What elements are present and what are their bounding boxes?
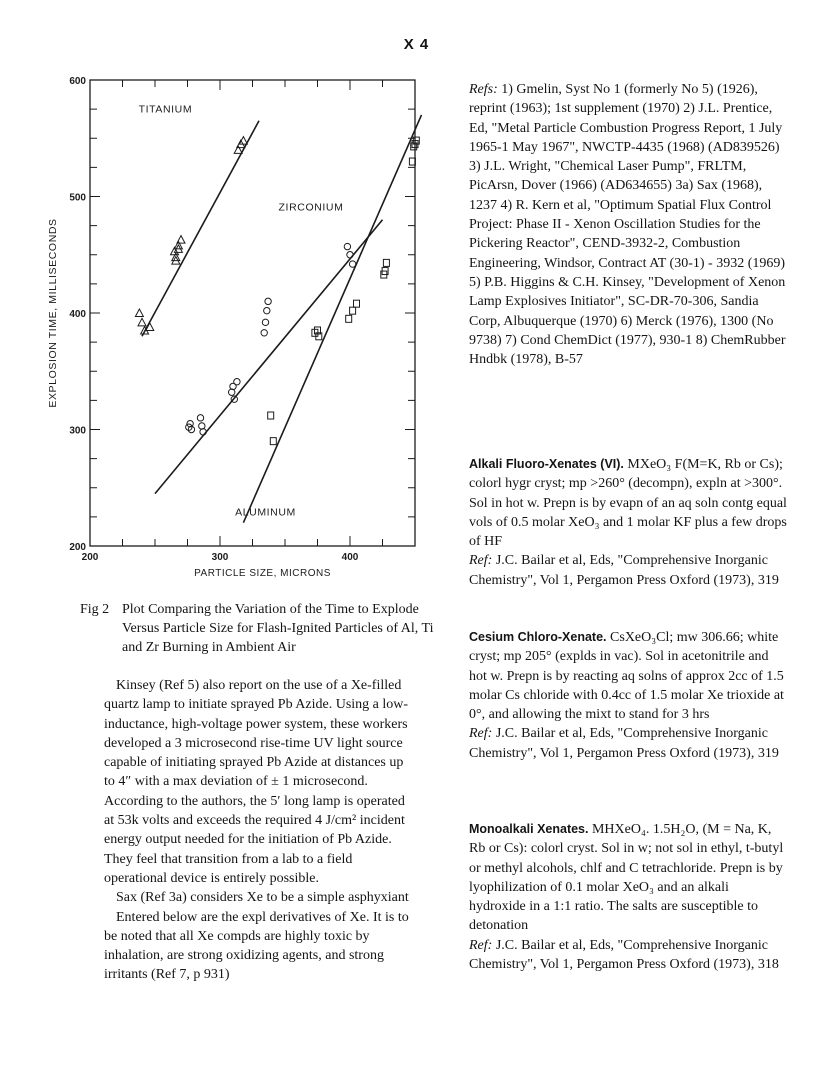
data-point-circle bbox=[229, 389, 235, 395]
data-point-circle bbox=[264, 307, 270, 313]
series-label: TITANIUM bbox=[138, 103, 193, 116]
x-axis-label: PARTICLE SIZE, MICRONS bbox=[194, 568, 331, 579]
data-point-triangle bbox=[135, 309, 143, 317]
data-point-square bbox=[354, 300, 360, 307]
data-point-circle bbox=[234, 379, 240, 385]
data-point-circle bbox=[262, 319, 268, 325]
entry-ref: J.C. Bailar et al, Eds, "Comprehensive Inorganic Chemistry", Vol 1, Pergamon Press Oxford (1973), 319 bbox=[469, 553, 779, 588]
y-tick-label: 400 bbox=[69, 309, 86, 320]
fit-line-zirconium bbox=[155, 220, 383, 494]
entry-body: MXeO₃ F(M=K, Rb or Cs); colorl hygr cryst; mp >260° (decompn), expln at >300°. Sol in hot w. Prepn is by evapn of an aq soln contg equal vols of 0.5 molar XeO₃ and 1 molar KF plus a few drops of HF bbox=[469, 457, 787, 550]
entry-ref: J.C. Bailar et al, Eds, "Comprehensive Inorganic Chemistry", Vol 1, Pergamon Press Oxford (1973), 319 bbox=[469, 726, 779, 761]
y-tick-label: 500 bbox=[69, 192, 86, 204]
fit-line-aluminum bbox=[243, 115, 421, 523]
entry-heading: Alkali Fluoro-Xenates (VI). bbox=[469, 457, 624, 471]
data-point-circle bbox=[197, 415, 203, 421]
entry-alkali-fluoro-xenates bbox=[469, 455, 789, 590]
plot-frame bbox=[90, 80, 415, 546]
data-point-square bbox=[270, 438, 276, 445]
entry-monoalkali-xenates bbox=[469, 820, 789, 974]
series-label: ALUMINUM bbox=[235, 506, 296, 519]
refs-label: Refs: bbox=[469, 82, 498, 97]
y-tick-label: 200 bbox=[69, 542, 86, 553]
figure-caption-text: Plot Comparing the Variation of the Time to Explode Versus Particle Size for Flash-Ignited Particles of Al, Ti and Zr Burning in Ambient Air bbox=[122, 602, 434, 655]
paragraph: Entered below are the expl derivatives of Xe. It is to be noted that all Xe compds are highly toxic by inhalation, are strong oxidizing agents, and strong irritants (Ref 7, p 931) bbox=[104, 909, 409, 983]
y-axis-label: EXPLOSION TIME, MILLISECONDS bbox=[47, 218, 59, 408]
entry-ref: J.C. Bailar et al, Eds, "Comprehensive Inorganic Chemistry", Vol 1, Pergamon Press Oxford (1973), 318 bbox=[469, 937, 779, 973]
data-point-circle bbox=[199, 423, 205, 429]
entry-ref-label: Ref: bbox=[469, 726, 493, 742]
x-tick-label: 200 bbox=[81, 552, 99, 563]
left-body-text bbox=[104, 676, 414, 985]
page-number: X 4 bbox=[403, 36, 430, 53]
data-point-circle bbox=[344, 243, 350, 249]
data-point-square bbox=[268, 412, 274, 419]
entry-heading: Monoalkali Xenates. bbox=[469, 822, 589, 836]
data-point-circle bbox=[265, 298, 271, 304]
y-tick-label: 600 bbox=[69, 76, 86, 87]
explosion-time-chart bbox=[40, 70, 430, 590]
figure-caption bbox=[80, 600, 440, 657]
figure-label: Fig 2 bbox=[80, 602, 110, 617]
references-block bbox=[469, 80, 789, 369]
entry-body: CsXeO₃Cl; mw 306.66; white cryst; mp 205° (explds in vac). Sol in acetonitrile and hot w. Prepn is by reacting aq solns of approx 2cc of 1.5 molar Cs chloride with 0.4cc of 1.5 molar Xe trioxide at 0°, and allowing the mixt to stand for 3 hrs bbox=[469, 630, 784, 723]
data-point-circle bbox=[261, 330, 267, 336]
entry-heading: Cesium Chloro-Xenate. bbox=[469, 630, 607, 644]
entry-ref-label: Ref: bbox=[469, 553, 493, 569]
entry-cesium-chloro-xenate bbox=[469, 628, 789, 763]
data-point-square bbox=[383, 259, 389, 266]
data-point-circle bbox=[347, 252, 353, 258]
data-point-square bbox=[346, 315, 352, 322]
series-label: ZIRCONIUM bbox=[278, 201, 344, 214]
data-point-square bbox=[350, 307, 356, 314]
y-tick-label: 300 bbox=[69, 425, 86, 437]
refs-text: 1) Gmelin, Syst No 1 (formerly No 5) (1926), reprint (1963); 1st supplement (1970) 2) J.L. Prentice, Ed, "Metal Particle Combustion Progress Report, 1 July 1965-1 May 1967", NWCTP-4435 (1968) (AD839526) 3) J.L. Wright, "Chemical Laser Pump", FRLTM, PicArsn, Dover (1966) (AD634655) 3a) Sax (1968), 1237 4) R. Kern et al, "Optimum Spatial Flux Control Project: Phase II - Xenon Oscillation Studies for the Pickering Reactor", CEND-3932-2, Combustion Engineering, Windsor, Contract AT (30-1) - 3932 (1969) 5) P.B. Higgins & C.H. Kinsey, "Development of Xenon Lamp Explosives Initiator", SC-DR-70-306, Sandia Corp, Albuquerque (1970) 6) Merck (1976), 1300 (No 9738) 7) Cond ChemDict (1977), 930-1 8) ChemRubber Hndbk (1978), B-57 bbox=[469, 82, 786, 368]
x-tick-label: 400 bbox=[341, 552, 359, 563]
x-tick-label: 300 bbox=[211, 552, 229, 563]
entry-ref-label: Ref: bbox=[469, 937, 493, 953]
paragraph: Sax (Ref 3a) considers Xe to be a simple asphyxiant bbox=[116, 890, 409, 906]
paragraph: Kinsey (Ref 5) also report on the use of a Xe-filled quartz lamp to initiate sprayed Pb Azide. Using a low-inductance, high-voltage power system, these workers developed a 3 microsecond rise-time UV light source capable of initiating sprayed Pb Azide at distances up to 4″ with a max deviation of ± 1 microsecond. According to the authors, the 5′ long lamp is operated at 53k volts and exceeds the required 4 J/cm² incident energy output needed for the initiation of Pb Azide. They feel that transition from a lab to a field operational device is entirely possible. bbox=[104, 678, 409, 886]
entry-body: MHXeO₄. 1.5H₂O, (M = Na, K, Rb or Cs): colorl cryst. Sol in w; not sol in ethyl, t-butyl or methyl alcohols, chlf and C tetrachloride. Prepn is by lyophilization of 0.1 molar XeO₃ and an alkali hydroxide in a 1:1 ratio. The salts are susceptible to detonation bbox=[469, 822, 784, 934]
data-point-triangle bbox=[138, 318, 146, 326]
